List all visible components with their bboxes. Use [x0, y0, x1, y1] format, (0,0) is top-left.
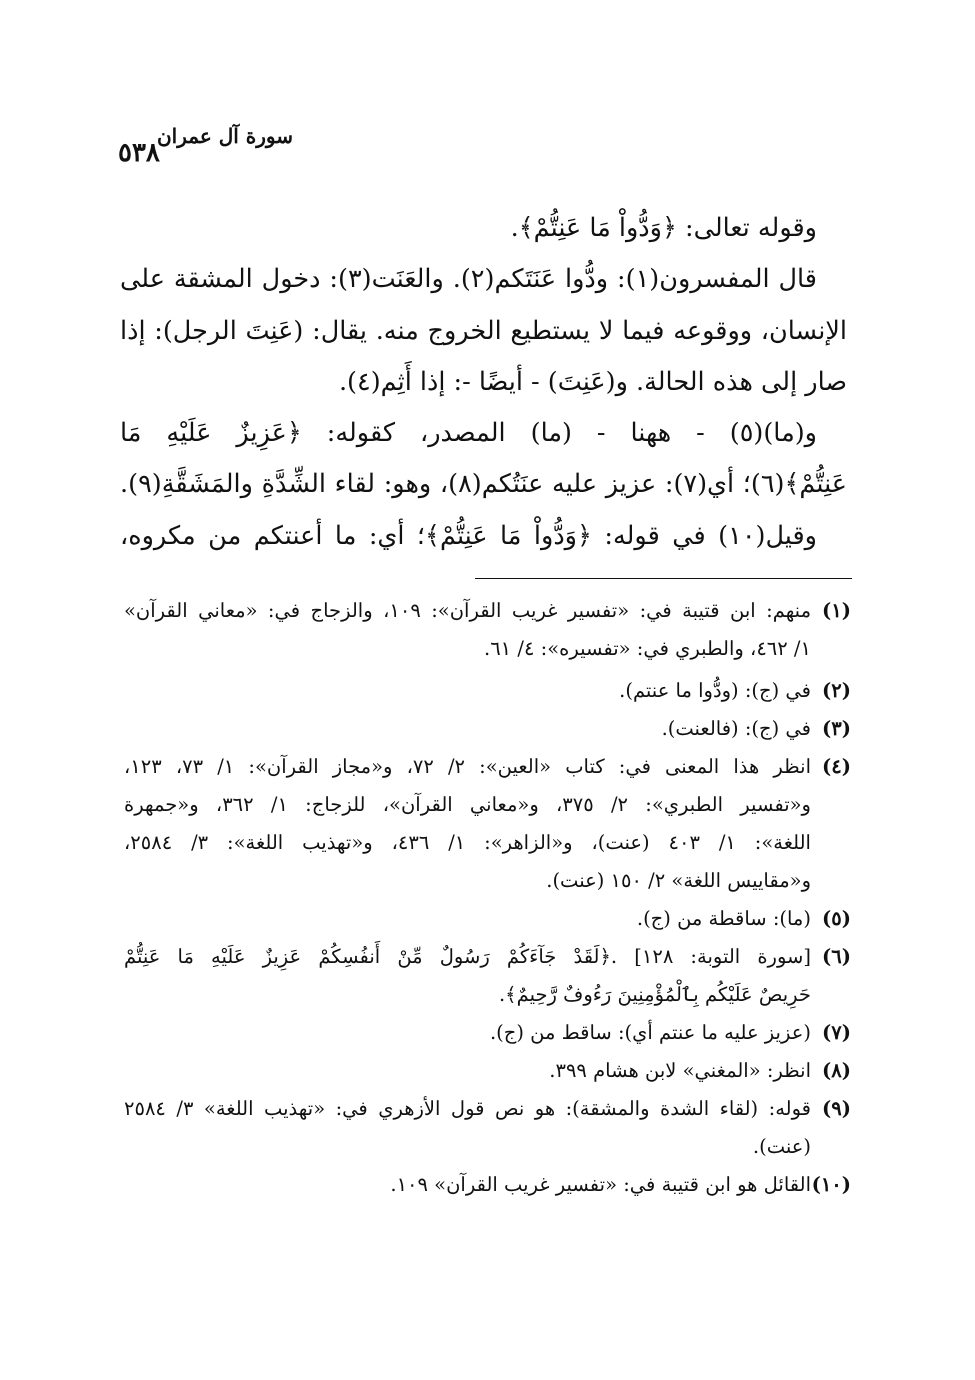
body-line: الإنسان، ووقوعه فيما لا يستطيع الخروج منه. يقال: (عَنِتَ الرجل): إذا [120, 315, 847, 346]
footnote-line: منهم: ابن قتيبة في: «تفسير غريب القرآن»: ١٠٩، والزجاج في: «معاني القرآن» [124, 599, 812, 622]
footnote-number: (١) [822, 599, 851, 622]
footnote-number: (٩) [822, 1097, 851, 1120]
footnote-number: (٢) [822, 679, 851, 702]
footnote [124, 672, 851, 710]
footnote-number: (٦) [822, 945, 851, 968]
footnote-number: (٤) [822, 755, 851, 778]
footnote-line: (ما): ساقطة من (ج). [636, 907, 811, 930]
footnote-line: في (ج): (فالعنت). [661, 717, 811, 740]
footnote-number: (١٠) [811, 1173, 851, 1196]
footnote-line: (عزيز عليه ما عنتم أي): ساقط من (ج). [489, 1021, 811, 1044]
footnote-line: القائل هو ابن قتيبة في: «تفسير غريب القرآن» ١٠٩. [390, 1173, 811, 1196]
footnote-line: في (ج): (ودُّوا ما عنتم). [619, 679, 811, 702]
footnote-number: (٥) [822, 907, 851, 930]
footnote-number: (٨) [822, 1059, 851, 1082]
body-line: قال المفسرون(١): ودُّوا عَنَتَكم(٢). والعَنَت(٣): دخول المشقة على [120, 264, 817, 295]
footnote-line: [سورة التوبة: ١٢٨] .﴿لَقَدْ جَآءَكُمْ رَسُولٌ مِّنْ أَنفُسِكُمْ عَزِيزٌ عَلَيْهِ مَا عَنِتُّمْ [124, 945, 811, 968]
footnote [124, 748, 851, 900]
footnote [124, 1090, 851, 1166]
footnote [124, 1052, 851, 1090]
main-text [120, 203, 847, 562]
footnote [124, 710, 851, 748]
footnote-number: (٧) [822, 1021, 851, 1044]
body-line: صار إلى هذه الحالة. و(عَنِتَ) - أيضًا -: إذا أَثِم(٤). [338, 366, 847, 397]
footnote-number: (٣) [822, 717, 851, 740]
footnote [124, 938, 851, 1014]
footnote-line: و«تفسير الطبري»: ٢/ ٣٧٥، و«معاني القرآن»، للزجاج: ١/ ٣٦٢، و«جمهرة [124, 793, 811, 816]
footnote-line: و«مقاييس اللغة» ٢/ ١٥٠ (عنت). [546, 869, 811, 892]
footnote-line: انظر هذا المعنى في: كتاب «العين»: ٢/ ٧٢، و«مجاز القرآن»: ١/ ٧٣، ١٢٣، [124, 755, 811, 778]
body-line: و(ما)(٥) - ههنا - (ما) المصدر، كقوله: ﴿عَزِيزٌ عَلَيْهِ مَا [120, 418, 817, 449]
footnote [124, 1166, 851, 1204]
footnote [124, 900, 851, 938]
body-line: وقيل(١٠) في قوله: ﴿وَدُّواْ مَا عَنِتُّمْ﴾؛ أي: ما أعنتكم من مكروه، [120, 520, 817, 551]
footnote-line: انظر: «المغني» لابن هشام ٣٩٩. [549, 1059, 811, 1082]
footnote-line: قوله: (لقاء الشدة والمشقة): هو نص قول الأزهري في: «تهذيب اللغة» ٣/ ٢٥٨٤ [124, 1097, 811, 1120]
footnote-line: حَرِيصٌ عَلَيْكُم بِٱلْمُؤْمِنِينَ رَءُوفٌ رَّحِيمٌ﴾. [498, 983, 811, 1006]
body-line: وقوله تعالى: ﴿وَدُّواْ مَا عَنِتُّمْ﴾. [510, 213, 817, 243]
footnote-line: اللغة»: ١/ ٤٠٣ (عنت)، و«الزاهر»: ١/ ٤٣٦، و«تهذيب اللغة»: ٣/ ٢٥٨٤، [124, 831, 811, 854]
body-line: عَنِتُّمْ﴾(٦)؛ أي(٧): عزيز عليه عنَتُكم(٨)، وهو: لقاء الشِّدَّةِ والمَشَقَّةِ(٩). [120, 469, 847, 500]
footnotes [124, 592, 851, 1204]
footnote [124, 592, 851, 668]
footnote-line: ١/ ٤٦٢، والطبري في: «تفسيره»: ٤/ ٦١. [484, 637, 811, 660]
footnote [124, 1014, 851, 1052]
footnote-separator [475, 578, 852, 579]
running-header-title: سورة آل عمران [156, 124, 293, 148]
page-number: ٥٣٨ [118, 138, 160, 168]
footnote-line: (عنت). [752, 1135, 811, 1158]
